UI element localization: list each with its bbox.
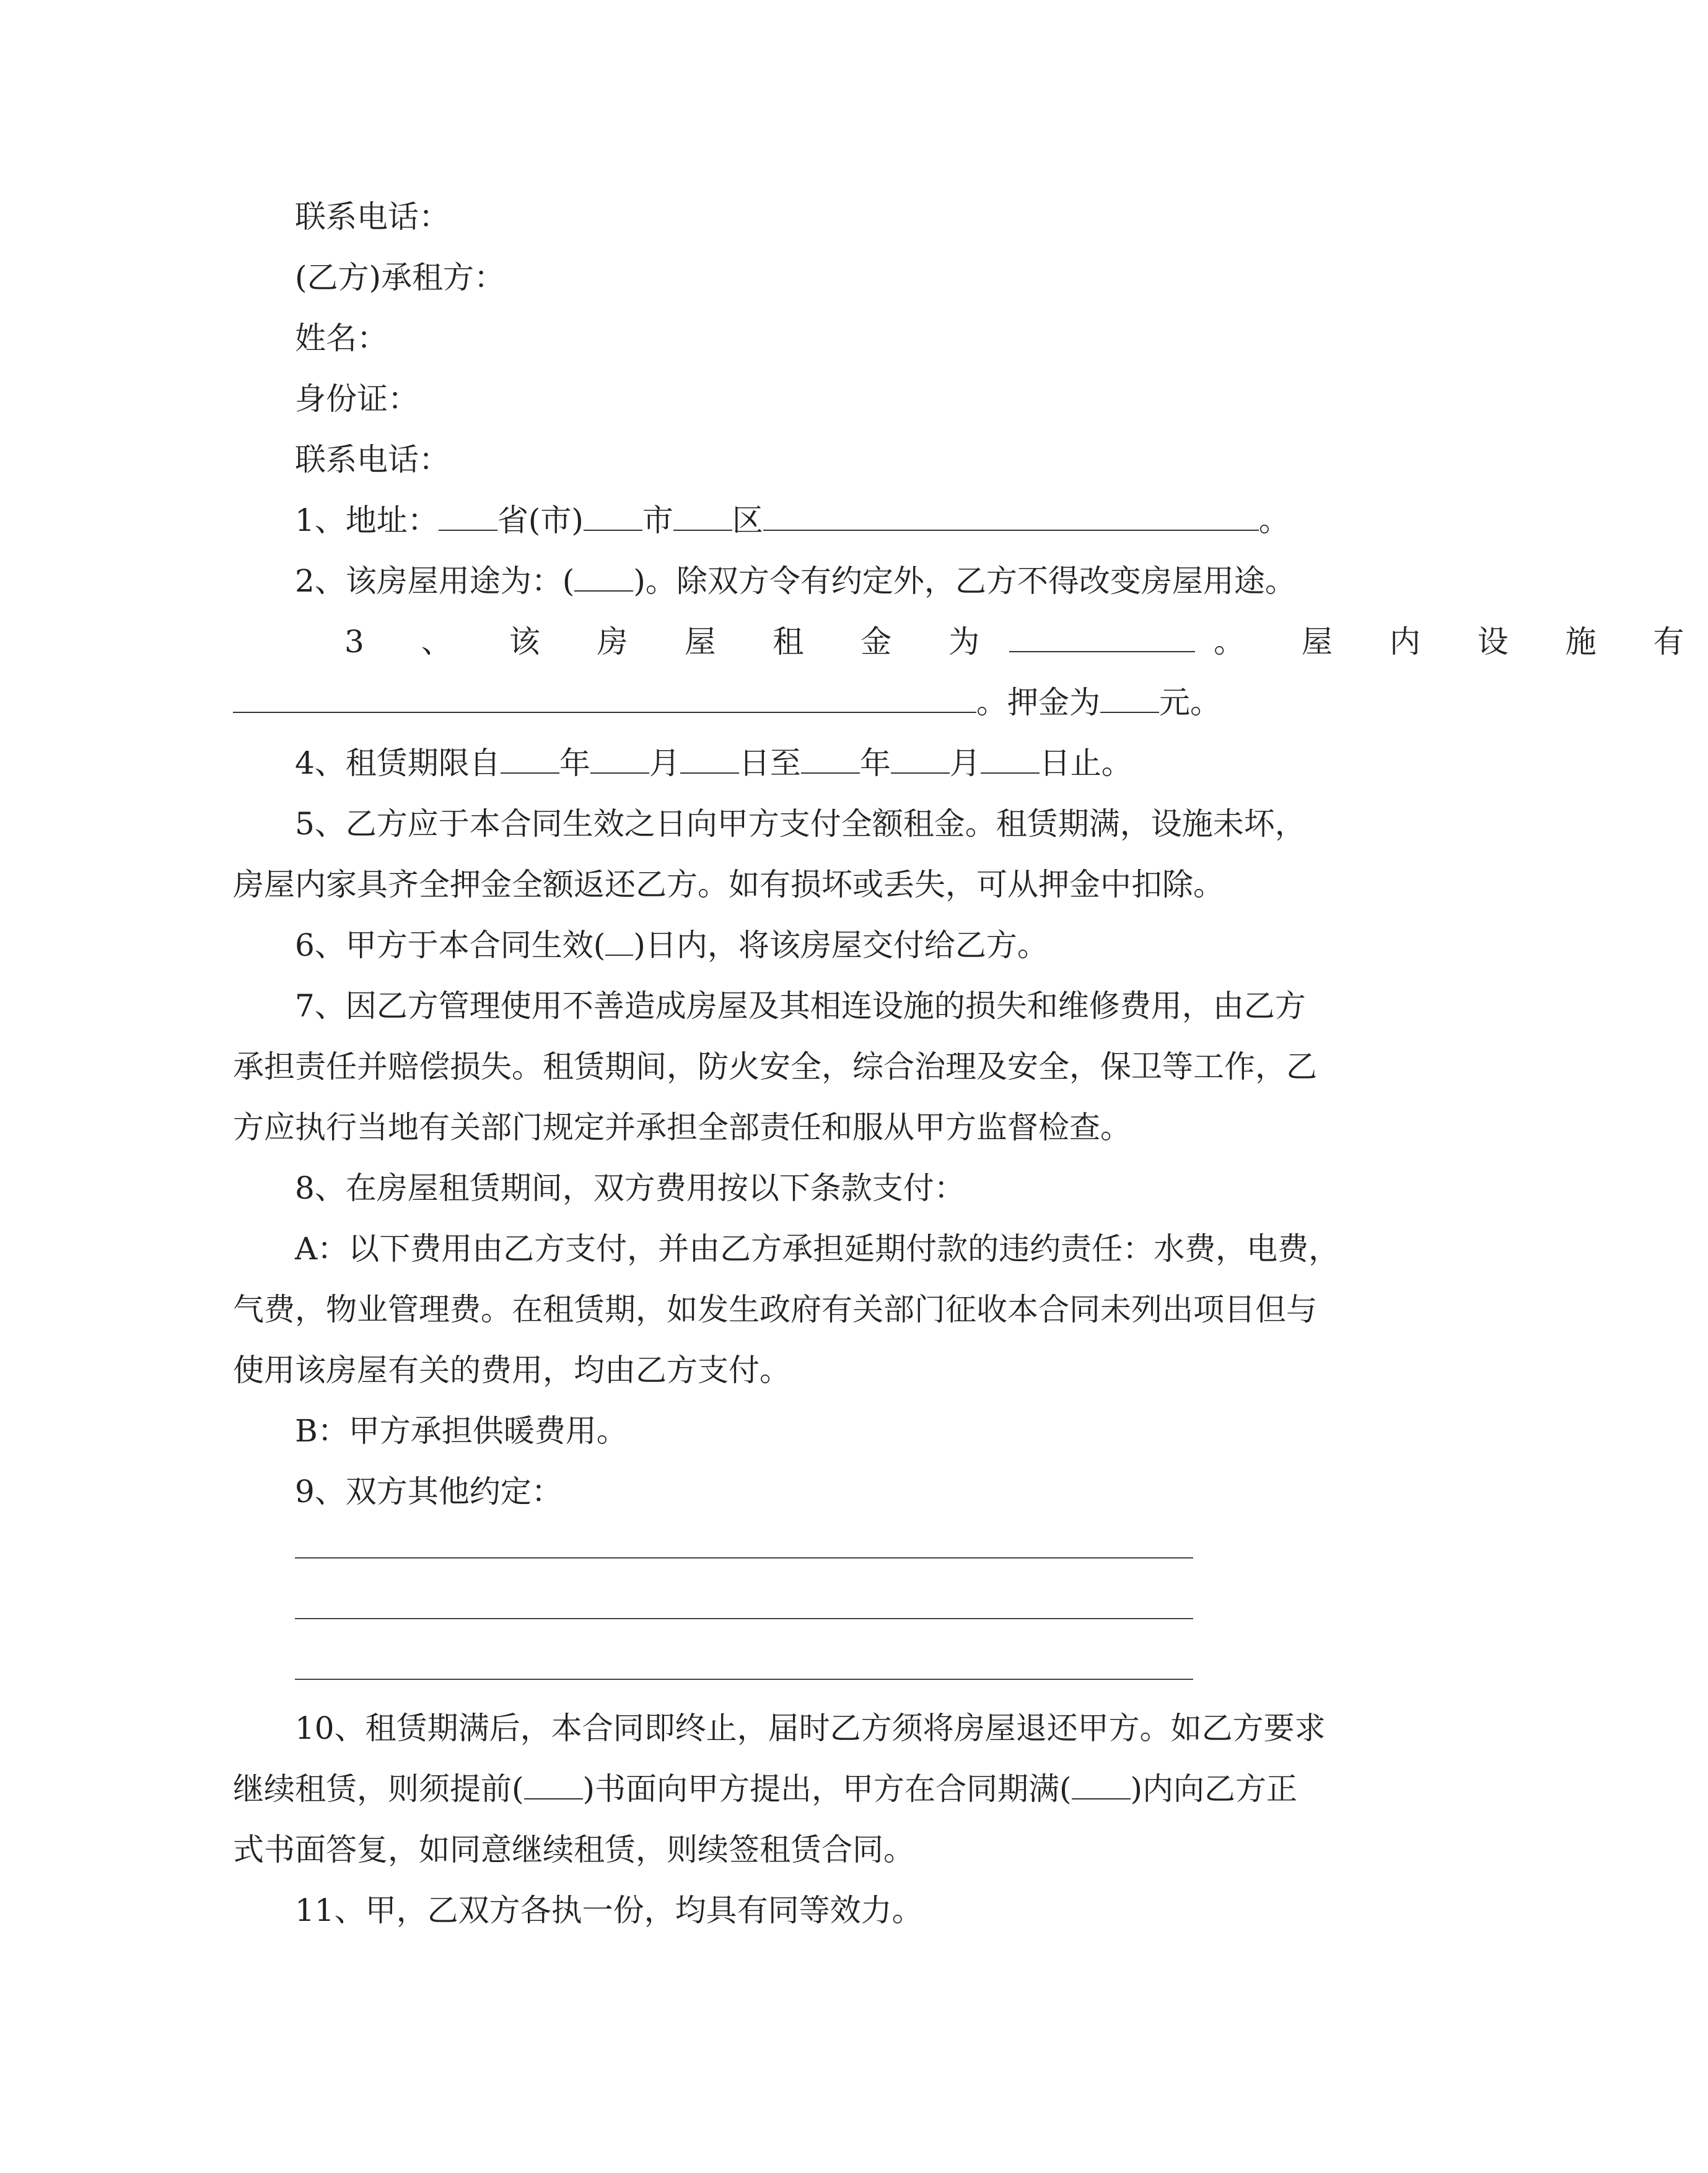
clause-10-line-2: 继续租赁，则须提前( )书面向甲方提出，甲方在合同期满( )内向乙方正 xyxy=(233,1771,1298,1807)
clause-3-line-2: 。押金为 元。 xyxy=(233,684,1221,721)
clause-11: 11、甲，乙双方各执一份，均具有同等效力。 xyxy=(295,1892,923,1928)
clause-5-line-1: 5、乙方应于本合同生效之日向甲方支付全额租金。租赁期满，设施未坏， xyxy=(295,806,1306,842)
city-blank xyxy=(584,504,642,531)
clause-10-line-1: 10、租赁期满后，本合同即终止，届时乙方须将房屋退还甲方。如乙方要求 xyxy=(295,1710,1326,1746)
tenant-phone-label: 联系电话： xyxy=(295,442,450,478)
clause-4: 4、租赁期限自 年 月 日至 年 月 日止。 xyxy=(295,745,1132,781)
notice-period-blank xyxy=(524,1772,583,1799)
clause-7-line-2: 承担责任并赔偿损失。租赁期间，防火安全，综合治理及安全，保卫等工作，乙 xyxy=(233,1049,1317,1085)
clause-1: 1、地址： 省(市) 市 区 。 xyxy=(295,502,1290,538)
reply-period-blank xyxy=(1072,1772,1131,1799)
name-label: 姓名： xyxy=(295,320,388,356)
clause-8a-line-3: 使用该房屋有关的费用，均由乙方支付。 xyxy=(233,1352,790,1388)
clause-6: 6、甲方于本合同生效( )日内，将该房屋交付给乙方。 xyxy=(295,927,1048,963)
id-label: 身份证： xyxy=(295,381,419,417)
clause-2: 2、该房屋用途为：( )。除双方令有约定外，乙方不得改变房屋用途。 xyxy=(295,563,1296,599)
tenant-title: (乙方)承租方： xyxy=(295,260,506,295)
lessor-phone-label: 联系电话： xyxy=(295,199,450,235)
clause-8: 8、在房屋租赁期间，双方费用按以下条款支付： xyxy=(295,1170,965,1206)
district-blank xyxy=(673,504,732,531)
usage-blank xyxy=(574,564,633,592)
other-terms-line-1 xyxy=(295,1557,1193,1559)
province-blank xyxy=(439,504,497,531)
clause-5-line-2: 房屋内家具齐全押金全额返还乙方。如有损坏或丢失，可从押金中扣除。 xyxy=(233,867,1224,903)
other-terms-line-2 xyxy=(295,1618,1193,1619)
clause-9: 9、双方其他约定： xyxy=(295,1474,563,1510)
clause-7-line-1: 7、因乙方管理使用不善造成房屋及其相连设施的损失和维修费用，由乙方 xyxy=(295,988,1306,1024)
clause-3-line-1: 3 、 该 房 屋 租 金 为 。 屋 内 设 施 有 xyxy=(344,624,1708,660)
clause-8a-line-1: A：以下费用由乙方支付，并由乙方承担延期付款的违约责任：水费，电费， xyxy=(295,1231,1340,1267)
address-blank xyxy=(763,504,1259,531)
clause-7-line-3: 方应执行当地有关部门规定并承担全部责任和服从甲方监督检查。 xyxy=(233,1109,1131,1145)
clause-10-line-3: 式书面答复，如同意继续租赁，则续签租赁合同。 xyxy=(233,1832,914,1868)
deposit-blank xyxy=(1100,686,1159,713)
rent-blank xyxy=(1009,625,1195,652)
handover-days-blank xyxy=(605,929,633,956)
clause-8b: B：甲方承担供暖费用。 xyxy=(295,1413,628,1449)
clause-8a-line-2: 气费，物业管理费。在租赁期，如发生政府有关部门征收本合同未列出项目但与 xyxy=(233,1292,1317,1327)
other-terms-line-3 xyxy=(295,1679,1193,1680)
facilities-blank xyxy=(233,686,976,713)
